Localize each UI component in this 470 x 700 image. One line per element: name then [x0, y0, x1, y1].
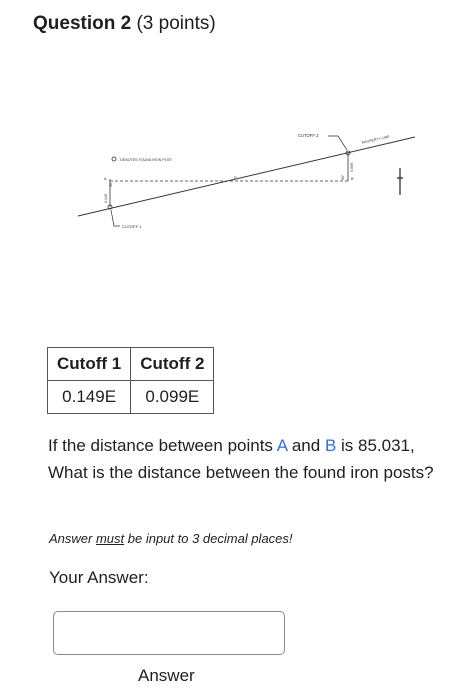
table-cell-cutoff1: 0.149E [48, 381, 131, 414]
answer-caption: Answer [138, 666, 195, 685]
property-line-label: PROPERTY LINE [361, 134, 391, 145]
cutoff1-label: CUTOFF 1 [122, 224, 142, 229]
survey-diagram [70, 120, 450, 240]
instruction-post: be input to 3 decimal places! [124, 531, 293, 546]
table-header-cutoff2: Cutoff 2 [131, 348, 214, 381]
your-answer-label: Your Answer: [49, 568, 149, 587]
legend-text: - DENOTES FOUND IRON POST [118, 158, 173, 162]
left-angle-label: 90° [109, 181, 113, 187]
point-a-label: A [104, 176, 107, 181]
right-offset-value: 0.099 [350, 163, 354, 172]
right-angle-label: 90° [341, 174, 345, 180]
prompt-part3: is 85.031, What is the distance between the found iron posts? [48, 436, 434, 482]
cutoff2-label: CUTOFF 2 [298, 133, 319, 138]
point-p-label: P [234, 175, 237, 180]
instruction-pre: Answer [49, 531, 96, 546]
table-cell-cutoff2: 0.099E [131, 381, 214, 414]
prompt-point-b: B [324, 436, 337, 455]
prompt-part1: If the distance between points [48, 436, 277, 455]
cutoff2-leader [328, 136, 347, 150]
question-prompt [48, 432, 448, 486]
cutoff1-leader [111, 210, 120, 226]
answer-instruction [49, 531, 293, 546]
question-title: Question 2 [33, 13, 132, 34]
table-header-row [48, 348, 214, 381]
cutoff-table [47, 347, 214, 414]
prompt-point-a: A [276, 436, 288, 455]
question-points: (3 points) [136, 13, 216, 34]
question-header [33, 10, 216, 38]
legend-marker [112, 157, 116, 161]
table-header-cutoff1: Cutoff 1 [48, 348, 131, 381]
instruction-emphasis: must [95, 531, 125, 546]
answer-input[interactable] [53, 611, 285, 655]
left-offset-value: 0.149 [104, 194, 108, 203]
prompt-part2: and [287, 436, 325, 455]
table-row [48, 381, 214, 414]
point-b-label: B [351, 176, 354, 181]
